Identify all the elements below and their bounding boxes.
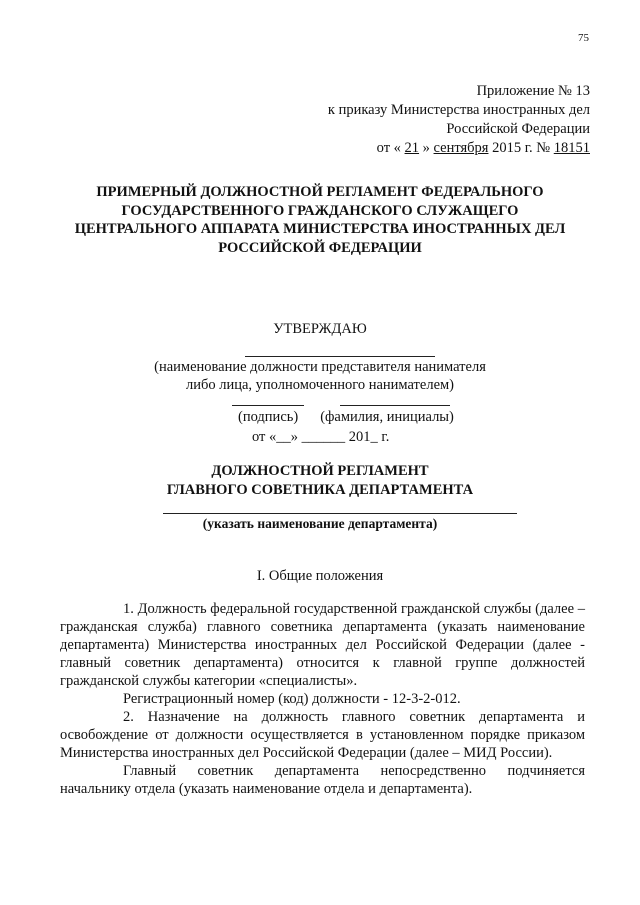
page-number: 75 — [578, 32, 589, 44]
approval-note — [120, 358, 520, 394]
paragraph: Регистрационный номер (код) должности - 12-3-2-012. — [123, 691, 461, 707]
body-text — [60, 600, 585, 798]
paragraph: 2. Назначение на должность главного советник департамента и освобождение от должности осуществляется в установленном порядке приказом Министерства иностранных дел Российской Федерации (далее – МИД России). — [60, 709, 585, 761]
document-title — [100, 462, 540, 500]
approval-note-line2: либо лица, уполномоченного нанимателем) — [185, 377, 455, 393]
signature-line — [232, 405, 304, 406]
appendix-order-ref: к приказу Министерства иностранных дел — [327, 102, 590, 118]
order-number: 18151 — [553, 140, 590, 156]
approval-heading: УТВЕРЖДАЮ — [273, 321, 367, 337]
appendix-country: Российской Федерации — [446, 121, 590, 137]
order-day: 21 — [404, 140, 420, 156]
paragraph: Главный советник департамента непосредственно подчиняется начальнику отдела (указать наименование отдела и департамента). — [60, 763, 585, 797]
order-month: сентября — [433, 140, 489, 156]
paragraph: 1. Должность федеральной государственной гражданской службы (далее – гражданская служба) главного советника департамента (указать наименование департамента) Министерства иностранных дел Российской Федерации (далее - главный советник департамента) относится к главной группе должностей гражданской службы категории «специалисты». — [60, 601, 585, 689]
approval-position-line — [245, 356, 435, 357]
document-title-line1: ДОЛЖНОСТНОЙ РЕГЛАМЕНТ — [211, 463, 429, 479]
appendix-number: Приложение № 13 — [476, 83, 590, 99]
appendix-block — [270, 82, 590, 158]
name-label: (фамилия, инициалы) — [320, 409, 454, 425]
main-title: ПРИМЕРНЫЙ ДОЛЖНОСТНОЙ РЕГЛАМЕНТ ФЕДЕРАЛЬНОГО ГОСУДАРСТВЕННОГО ГРАЖДАНСКОГО СЛУЖАЩЕГО ЦЕНТРАЛЬНОГО АППАРАТА МИНИСТЕРСТВА ИНОСТРАННЫХ ДЕЛ РОССИЙСКОЙ ФЕДЕРАЦИИ — [74, 184, 566, 256]
name-line — [340, 405, 450, 406]
signature-row — [238, 409, 454, 426]
appendix-date-line: от « 21 » сентября 2015 г. № 18151 — [376, 140, 590, 156]
document-title-line2: ГЛАВНОГО СОВЕТНИКА ДЕПАРТАМЕНТА — [166, 482, 474, 498]
department-name-line — [163, 513, 517, 514]
department-hint: (указать наименование департамента) — [202, 516, 438, 531]
approval-note-line1: (наименование должности представителя нанимателя — [154, 359, 486, 375]
section-title: I. Общие положения — [256, 568, 384, 584]
approval-date: от «__» ______ 201_ г. — [252, 429, 390, 445]
signature-label: (подпись) — [238, 409, 299, 425]
